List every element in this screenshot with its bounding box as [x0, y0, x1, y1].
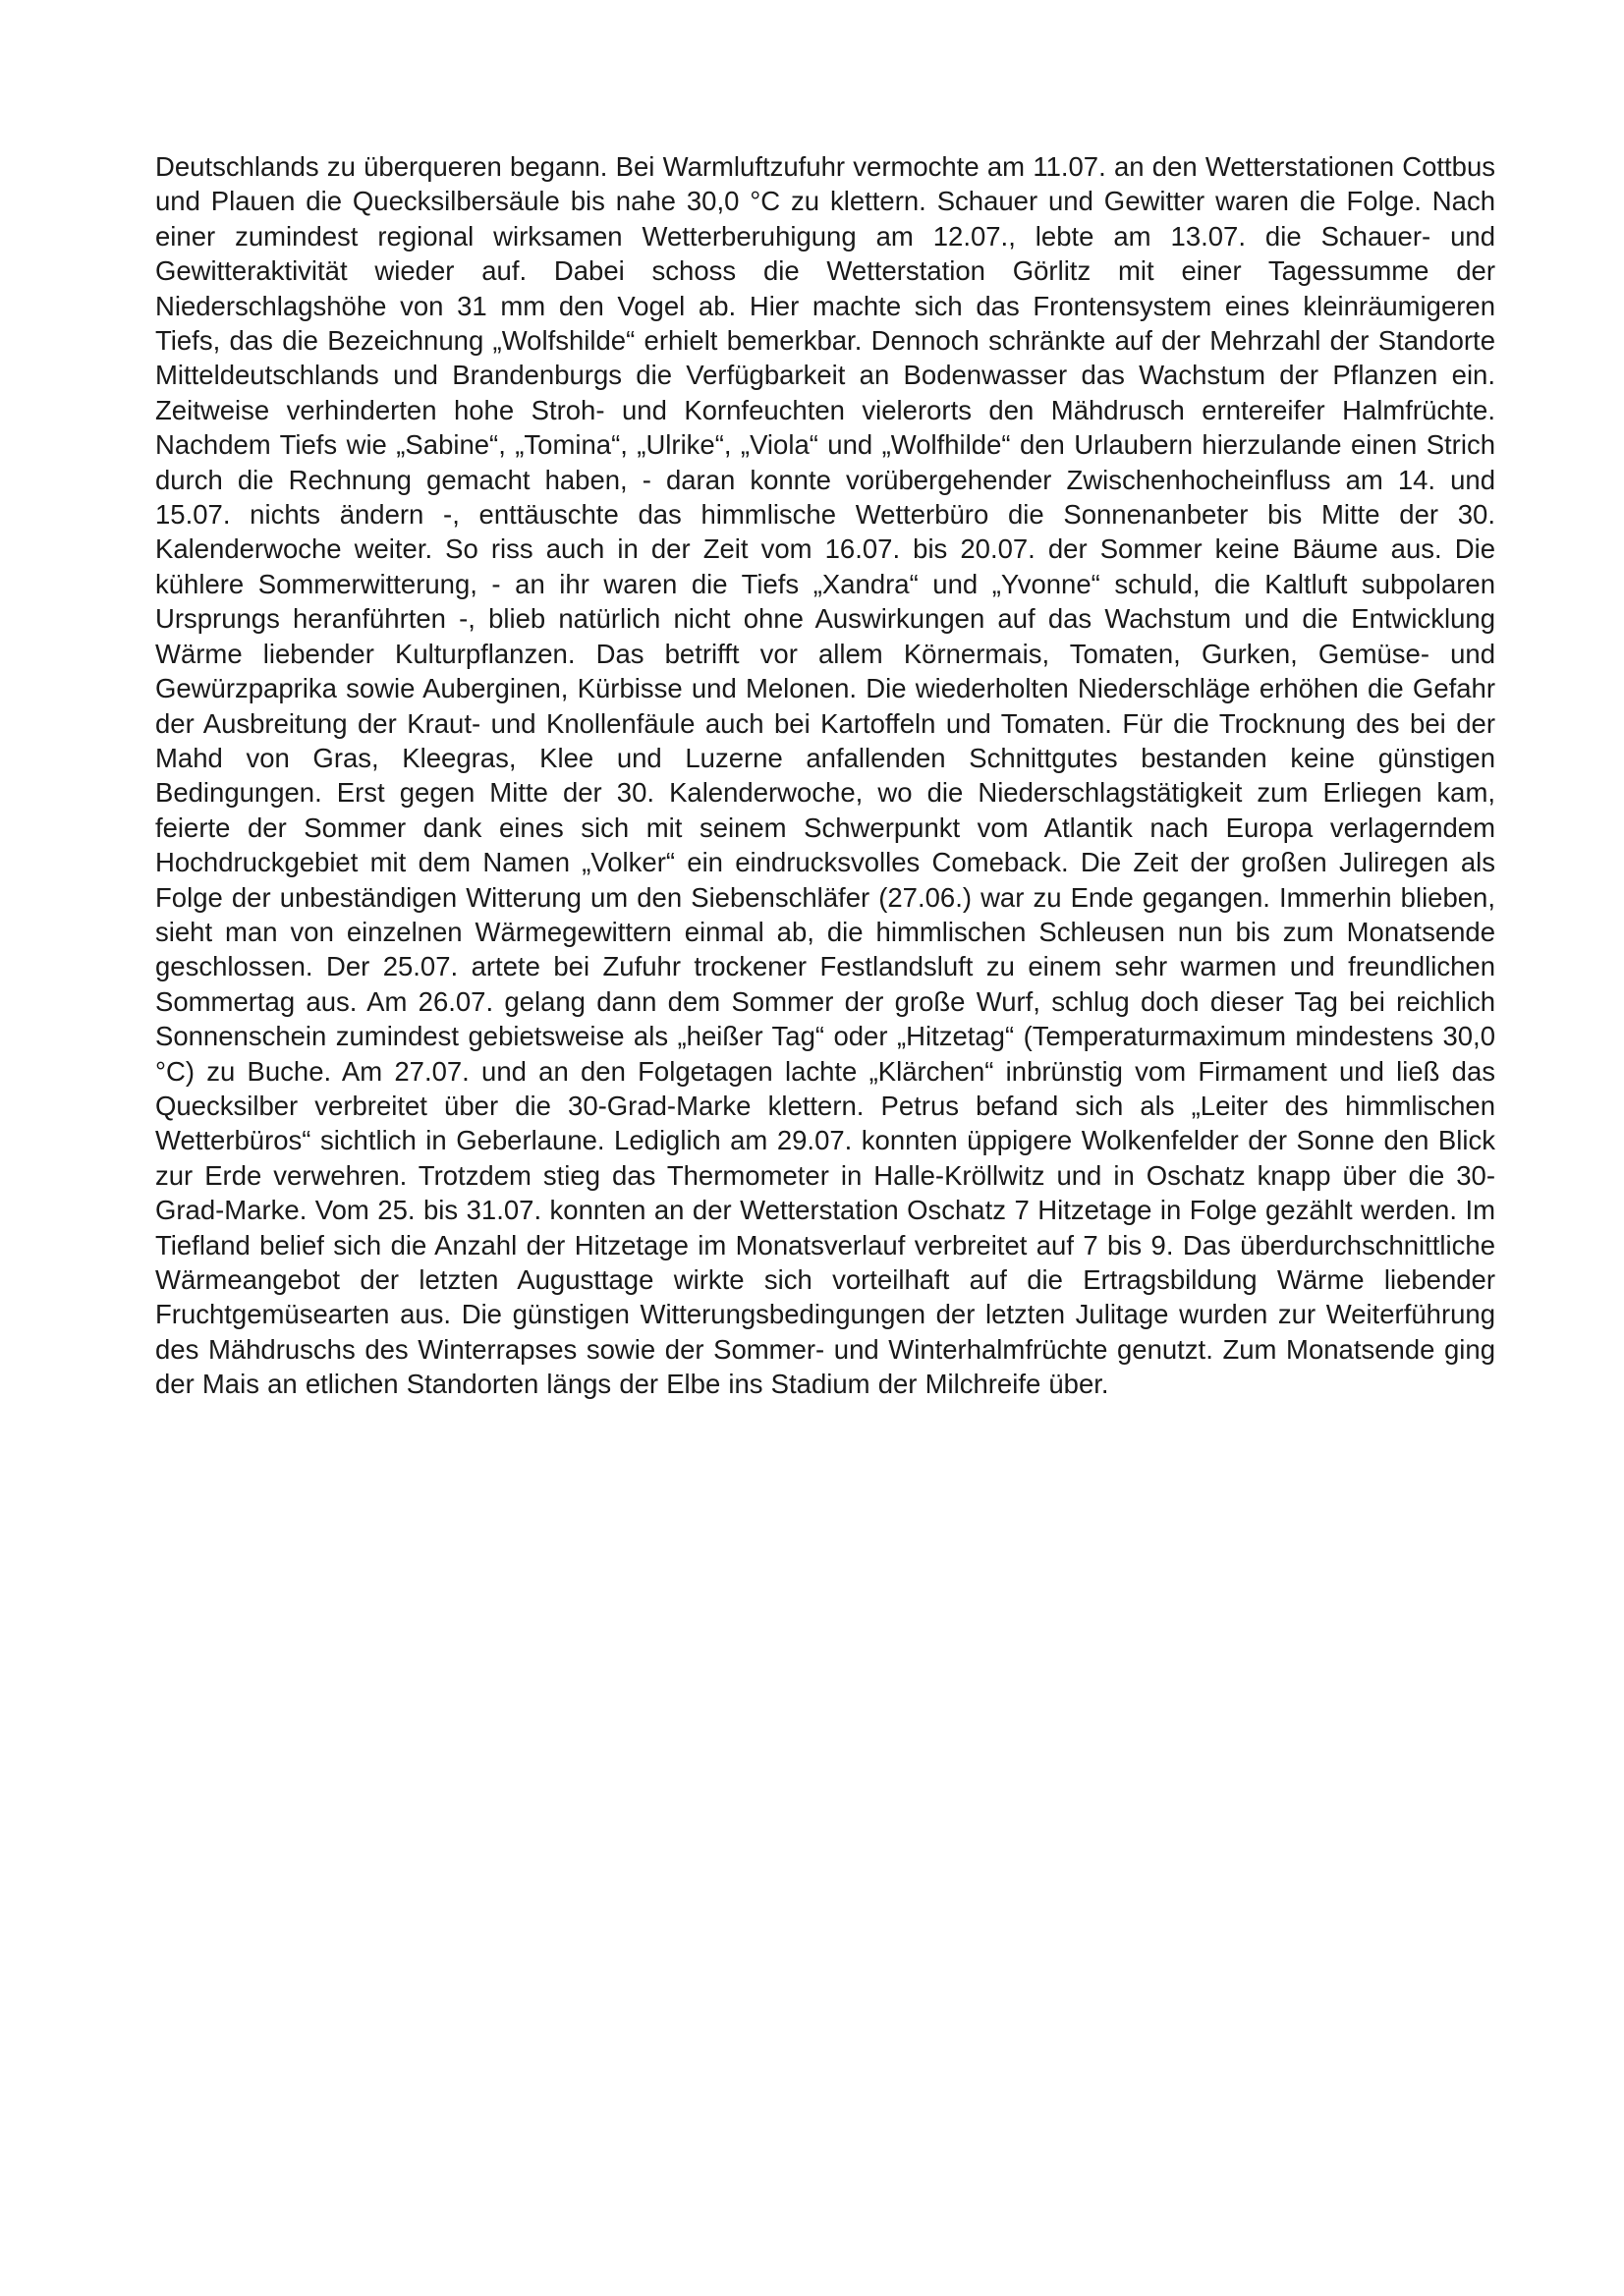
body-paragraph: Deutschlands zu überqueren begann. Bei Warmluftzufuhr vermochte am 11.07. an den Wetterstationen Cottbus und Plauen die Quecksilbersäule bis nahe 30,0 °C zu klettern. Schauer und Gewitter waren die Folge. Nach einer zumindest regional wirksamen Wetterberuhigung am 12.07., lebte am 13.07. die Schauer- und Gewitteraktivität wieder auf. Dabei schoss die Wetterstation Görlitz mit einer Tagessumme der Niederschlagshöhe von 31 mm den Vogel ab. Hier machte sich das Frontensystem eines kleinräumigeren Tiefs, das die Bezeichnung „Wolfshilde“ erhielt bemerkbar. Dennoch schränkte auf der Mehrzahl der Standorte Mitteldeutschlands und Brandenburgs die Verfügbarkeit an Bodenwasser das Wachstum der Pflanzen ein. Zeitweise verhinderten hohe Stroh- und Kornfeuchten vielerorts den Mähdrusch erntereifer Halmfrüchte. Nachdem Tiefs wie „Sabine“, „Tomina“, „Ulrike“, „Viola“ und „Wolfhilde“ den Urlaubern hierzulande einen Strich durch die Rechnung gemacht haben, - daran konnte vorübergehender Zwischenhocheinfluss am 14. und 15.07. nichts ändern -, enttäuschte das himmlische Wetterbüro die Sonnenanbeter bis Mitte der 30. Kalenderwoche weiter. So riss auch in der Zeit vom 16.07. bis 20.07. der Sommer keine Bäume aus. Die kühlere Sommerwitterung, - an ihr waren die Tiefs „Xandra“ und „Yvonne“ schuld, die Kaltluft subpolaren Ursprungs heranführten -, blieb natürlich nicht ohne Auswirkungen auf das Wachstum und die Entwicklung Wärme liebender Kulturpflanzen. Das betrifft vor allem Körnermais, Tomaten, Gurken, Gemüse- und Gewürzpaprika sowie Auberginen, Kürbisse und Melonen. Die wiederholten Niederschläge erhöhen die Gefahr der Ausbreitung der Kraut- und Knollenfäule auch bei Kartoffeln und Tomaten. Für die Trocknung des bei der Mahd von Gras, Kleegras, Klee und Luzerne anfallenden Schnittgutes bestanden keine günstigen Bedingungen. Erst gegen Mitte der 30. Kalenderwoche, wo die Niederschlagstätigkeit zum Erliegen kam, feierte der Sommer dank eines sich mit seinem Schwerpunkt vom Atlantik nach Europa verlagerndem Hochdruckgebiet mit dem Namen „Volker“ ein eindrucksvolles Comeback. Die Zeit der großen Juliregen als Folge der unbeständigen Witterung um den Siebenschläfer (27.06.) war zu Ende gegangen. Immerhin blieben, sieht man von einzelnen Wärmegewittern einmal ab, die himmlischen Schleusen nun bis zum Monatsende geschlossen. Der 25.07. artete bei Zufuhr trockener Festlandsluft zu einem sehr warmen und freundlichen Sommertag aus. Am 26.07. gelang dann dem Sommer der große Wurf, schlug doch dieser Tag bei reichlich Sonnenschein zumindest gebietsweise als „heißer Tag“ oder „Hitzetag“ (Temperaturmaximum mindestens 30,0 °C) zu Buche. Am 27.07. und an den Folgetagen lachte „Klärchen“ inbrünstig vom Firmament und ließ das Quecksilber verbreitet über die 30-Grad-Marke klettern. Petrus befand sich als „Leiter des himmlischen Wetterbüros“ sichtlich in Geberlaune. Lediglich am 29.07. konnten üppigere Wolkenfelder der Sonne den Blick zur Erde verwehren. Trotzdem stieg das Thermometer in Halle-Kröllwitz und in Oschatz knapp über die 30-Grad-Marke. Vom 25. bis 31.07. konnten an der Wetterstation Oschatz 7 Hitzetage in Folge gezählt werden. Im Tiefland belief sich die Anzahl der Hitzetage im Monatsverlauf verbreitet auf 7 bis 9. Das überdurchschnittliche Wärmeangebot der letzten Augusttage wirkte sich vorteilhaft auf die Ertragsbildung Wärme liebender Fruchtgemüsearten aus. Die günstigen Witterungsbedingungen der letzten Julitage wurden zur Weiterführung des Mähdruschs des Winterrapses sowie der Sommer- und Winterhalmfrüchte genutzt. Zum Monatsende ging der Mais an etlichen Standorten längs der Elbe ins Stadium der Milchreife über. [155, 151, 1495, 1400]
